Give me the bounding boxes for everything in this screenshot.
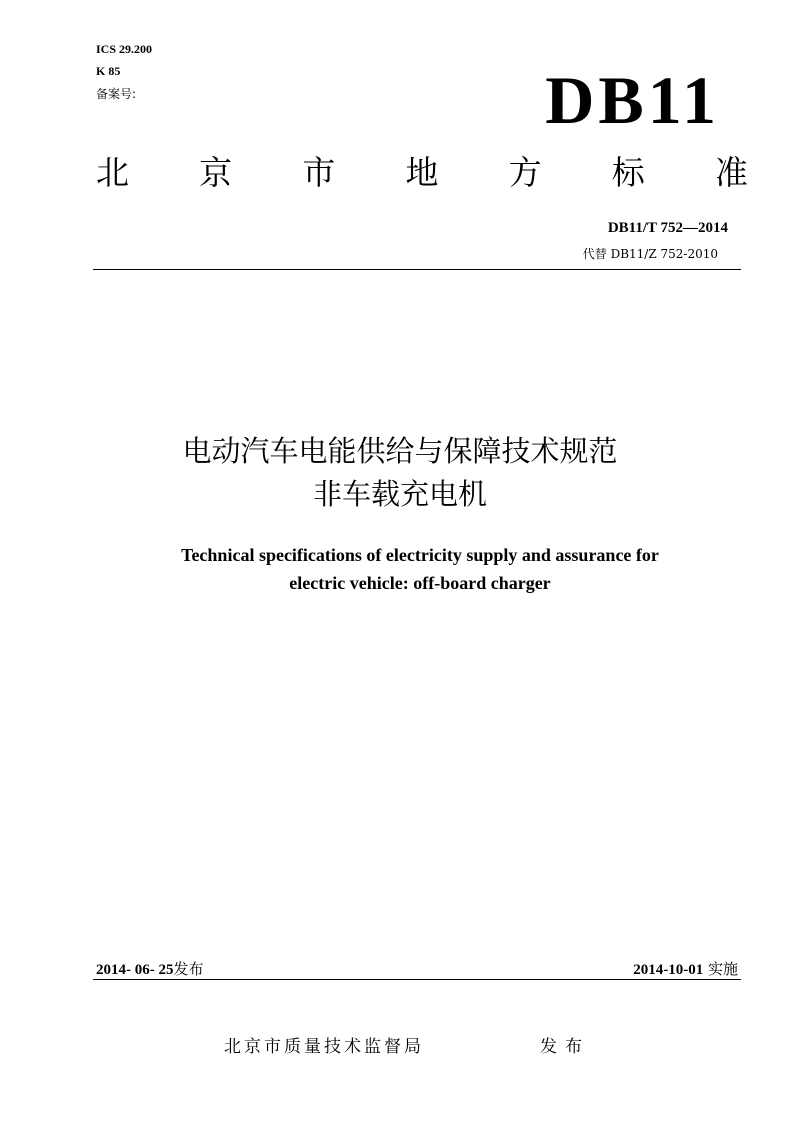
english-title-line-1: Technical specifications of electricity supply and assurance for [181, 545, 659, 565]
title-char: 方 [508, 153, 542, 192]
publish-word: 发布 [540, 1037, 590, 1057]
implementation-date: 2014-10-01 [633, 962, 704, 978]
chinese-title-line-1: 电动汽车电能供给与保障技术规范 [182, 434, 618, 468]
filing-number-label: 备案号: [96, 87, 137, 101]
issue-label: 发布 [173, 960, 204, 978]
title-char: 准 [714, 153, 748, 192]
ccs-code: K 85 [96, 64, 121, 78]
title-char: 京 [199, 153, 233, 192]
issue-date: 2014- 06- 25 [96, 962, 174, 978]
title-char: 北 [96, 153, 129, 192]
title-char: 市 [302, 153, 336, 192]
standard-code-large: DB11 [545, 62, 720, 138]
standard-type-title [96, 153, 748, 192]
replaces-label: 代替 [582, 247, 607, 261]
title-char: 地 [405, 153, 439, 192]
standard-number: DB11/T 752—2014 [607, 220, 728, 236]
english-title-line-2: electric vehicle: off-board charger [289, 573, 551, 593]
ics-code: ICS 29.200 [96, 42, 153, 56]
implementation-date-block [633, 958, 738, 979]
implementation-label: 实施 [707, 960, 738, 978]
title-char: 标 [611, 153, 645, 192]
publisher-name: 北京市质量技术监督局 [224, 1037, 424, 1057]
replaces-code: DB11/Z 752-2010 [610, 247, 718, 261]
bottom-divider [93, 979, 741, 980]
replaces-note [583, 245, 718, 262]
chinese-title-line-2: 非车载充电机 [312, 477, 487, 511]
top-divider [93, 269, 741, 270]
issue-date-block [96, 958, 204, 979]
